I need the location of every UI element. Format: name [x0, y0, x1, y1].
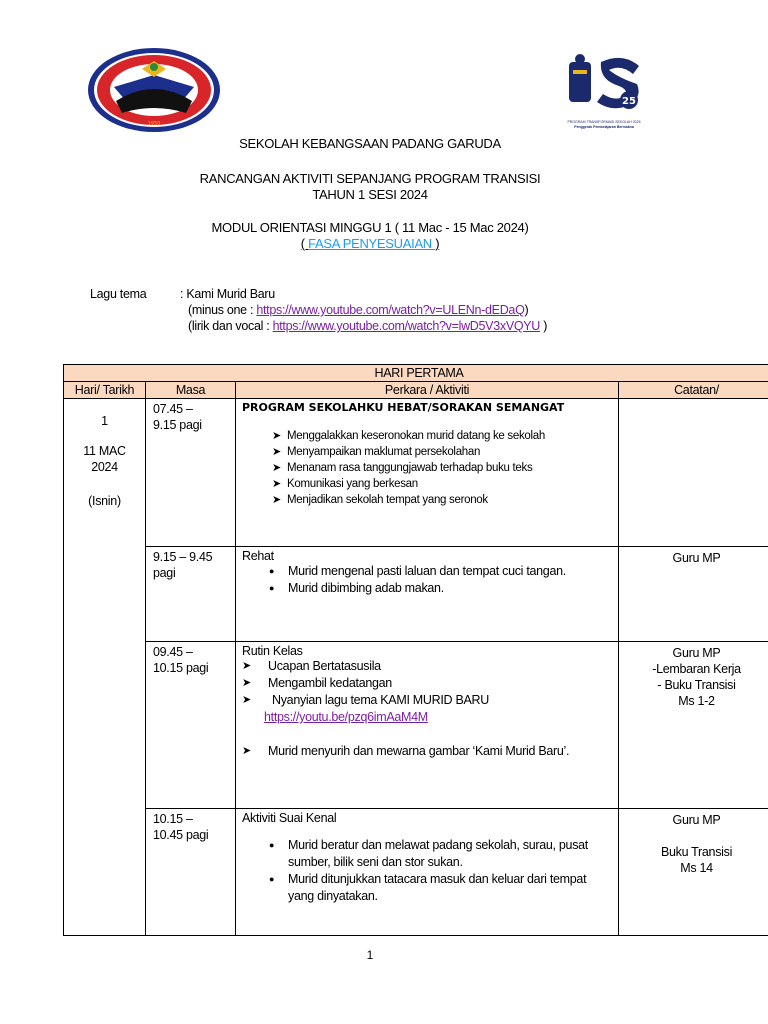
activity-cell: [236, 399, 619, 547]
table-row: [64, 399, 768, 547]
list-item: ● Murid ditunjukkan tatacara masuk dan keluar dari tempat yang dinyatakan.: [269, 872, 587, 903]
table-row: [64, 809, 768, 936]
logo-subtitle-1: PROGRAM TRANSFORMASI SEKOLAH 2025: [567, 120, 641, 124]
day-date-line2: 2024: [91, 460, 118, 474]
year-session: TAHUN 1 SESI 2024: [312, 187, 428, 202]
school-seal-logo: [86, 47, 222, 133]
logo-number: 25: [622, 96, 636, 107]
list-item: ➤ Komunikasi yang berkesan: [272, 478, 418, 490]
list-item: ➤ Menggalakkan keseronokan murid datang ke sekolah: [272, 430, 545, 442]
phase-line: ( FASA PENYESUAIAN ): [300, 236, 440, 251]
day-weekday: (Isnin): [88, 494, 121, 508]
arrow-bullet-icon: ➤: [272, 446, 281, 458]
activity-title: Aktiviti Suai Kenal: [242, 811, 337, 825]
dot-bullet-icon: ●: [269, 583, 275, 593]
page-number: 1: [366, 948, 374, 962]
arrow-bullet-icon: ➤: [242, 694, 251, 706]
table-header-row: [64, 382, 768, 399]
list-item: ➤ Murid menyurih dan mewarna gambar ‘Kami Murid Baru’.: [242, 744, 570, 758]
time-cell: 10.15 – 10.45 pagi: [146, 809, 236, 936]
dot-bullet-icon: ●: [269, 840, 275, 850]
phase-label: FASA PENYESUAIAN: [308, 236, 436, 251]
arrow-bullet-icon: ➤: [242, 660, 251, 672]
arrow-bullet-icon: ➤: [242, 745, 251, 757]
notes-cell: [619, 399, 768, 547]
song-link[interactable]: https://youtu.be/pzq6imAaM4M: [264, 710, 428, 724]
school-name: SEKOLAH KEBANGSAAN PADANG GARUDA: [239, 136, 501, 151]
dot-bullet-icon: ●: [269, 566, 275, 576]
module-title: MODUL ORIENTASI MINGGU 1 ( 11 Mac - 15 Mac 2024): [211, 220, 529, 235]
arrow-bullet-icon: ➤: [272, 430, 281, 442]
activity-list: [242, 563, 612, 597]
table-title-row: [64, 365, 768, 382]
day-cell: [64, 399, 146, 936]
header-activity: Perkara / Aktiviti: [236, 382, 619, 399]
lyrics-vocal-link[interactable]: https://www.youtube.com/watch?v=lwD5V3xVQYU: [272, 319, 541, 333]
song-title: KAMI MURID BARU: [380, 693, 489, 707]
time-cell: 9.15 – 9.45 pagi: [146, 547, 236, 642]
list-item: ➤ Ucapan Bertatasusila: [242, 659, 381, 673]
notes-cell: Guru MP: [619, 547, 768, 642]
minus-one-line: (minus one : https://www.youtube.com/watch?v=ULENn-dEDaQ): [188, 303, 529, 317]
arrow-bullet-icon: ➤: [272, 462, 281, 474]
time-cell: 07.45 – 9.15 pagi: [146, 399, 236, 547]
activity-cell: [236, 809, 619, 936]
list-item: ➤ Mengambil kedatangan: [242, 676, 392, 690]
list-item: ➤ Nyanyian lagu tema KAMI MURID BARU: [242, 693, 489, 707]
activity-cell: [236, 547, 619, 642]
arrow-bullet-icon: ➤: [272, 478, 281, 490]
list-item: ➤ Menjadikan sekolah tempat yang seronok: [272, 494, 488, 506]
notes-cell: Guru MP Buku Transisi Ms 14: [619, 809, 768, 936]
logo-subtitle-2: Penggerak Pembelajaran Bermakna: [574, 125, 634, 129]
minus-one-link[interactable]: https://www.youtube.com/watch?v=ULENn-dEDaQ: [256, 303, 525, 317]
activity-title: Rehat: [242, 549, 274, 563]
theme-song-label: Lagu tema: [90, 287, 147, 301]
activity-title: Rutin Kelas: [242, 644, 303, 658]
theme-song-value: : Kami Murid Baru: [180, 287, 275, 301]
schedule-table: [63, 364, 768, 936]
list-item: ● Murid mengenal pasti laluan dan tempat cuci tangan.: [269, 564, 566, 578]
header-day-date: Hari/ Tarikh: [64, 382, 146, 399]
plan-title: RANCANGAN AKTIVITI SEPANJANG PROGRAM TRANSISI: [199, 171, 541, 186]
header-time: Masa: [146, 382, 236, 399]
activity-list-extra: [242, 743, 612, 760]
notes-cell: Guru MP -Lembaran Kerja - Buku Transisi Ms 1-2: [619, 642, 768, 809]
list-item: ➤ Menanam rasa tanggungjawab terhadap buku teks: [272, 462, 533, 474]
list-item: ● Murid beratur dan melawat padang sekolah, surau, pusat sumber, bilik seni dan stor sukan.: [269, 838, 588, 869]
lyrics-vocal-line: (lirik dan vocal : https://www.youtube.com/watch?v=lwD5V3xVQYU ): [188, 319, 548, 333]
time-cell: 09.45 – 10.15 pagi: [146, 642, 236, 809]
day-title: HARI PERTAMA: [64, 365, 768, 382]
arrow-bullet-icon: ➤: [242, 677, 251, 689]
list-item: ● Murid dibimbing adab makan.: [269, 581, 444, 595]
day-number: 1: [101, 414, 108, 428]
activity-cell: [236, 642, 619, 809]
activity-list: [242, 658, 612, 709]
table-row: [64, 642, 768, 809]
activity-list: [242, 428, 612, 508]
svg-text:1950: 1950: [147, 121, 161, 127]
activity-list: [242, 837, 612, 905]
activity-title: PROGRAM SEKOLAHKU HEBAT/SORAKAN SEMANGAT: [242, 401, 565, 414]
arrow-bullet-icon: ➤: [272, 494, 281, 506]
list-item: ➤ Menyampaikan maklumat persekolahan: [272, 446, 481, 458]
header-notes: Catatan/: [619, 382, 768, 399]
program-logo: [563, 48, 645, 132]
dot-bullet-icon: ●: [269, 874, 275, 884]
table-row: [64, 547, 768, 642]
day-date-line1: 11 MAC: [83, 444, 126, 458]
